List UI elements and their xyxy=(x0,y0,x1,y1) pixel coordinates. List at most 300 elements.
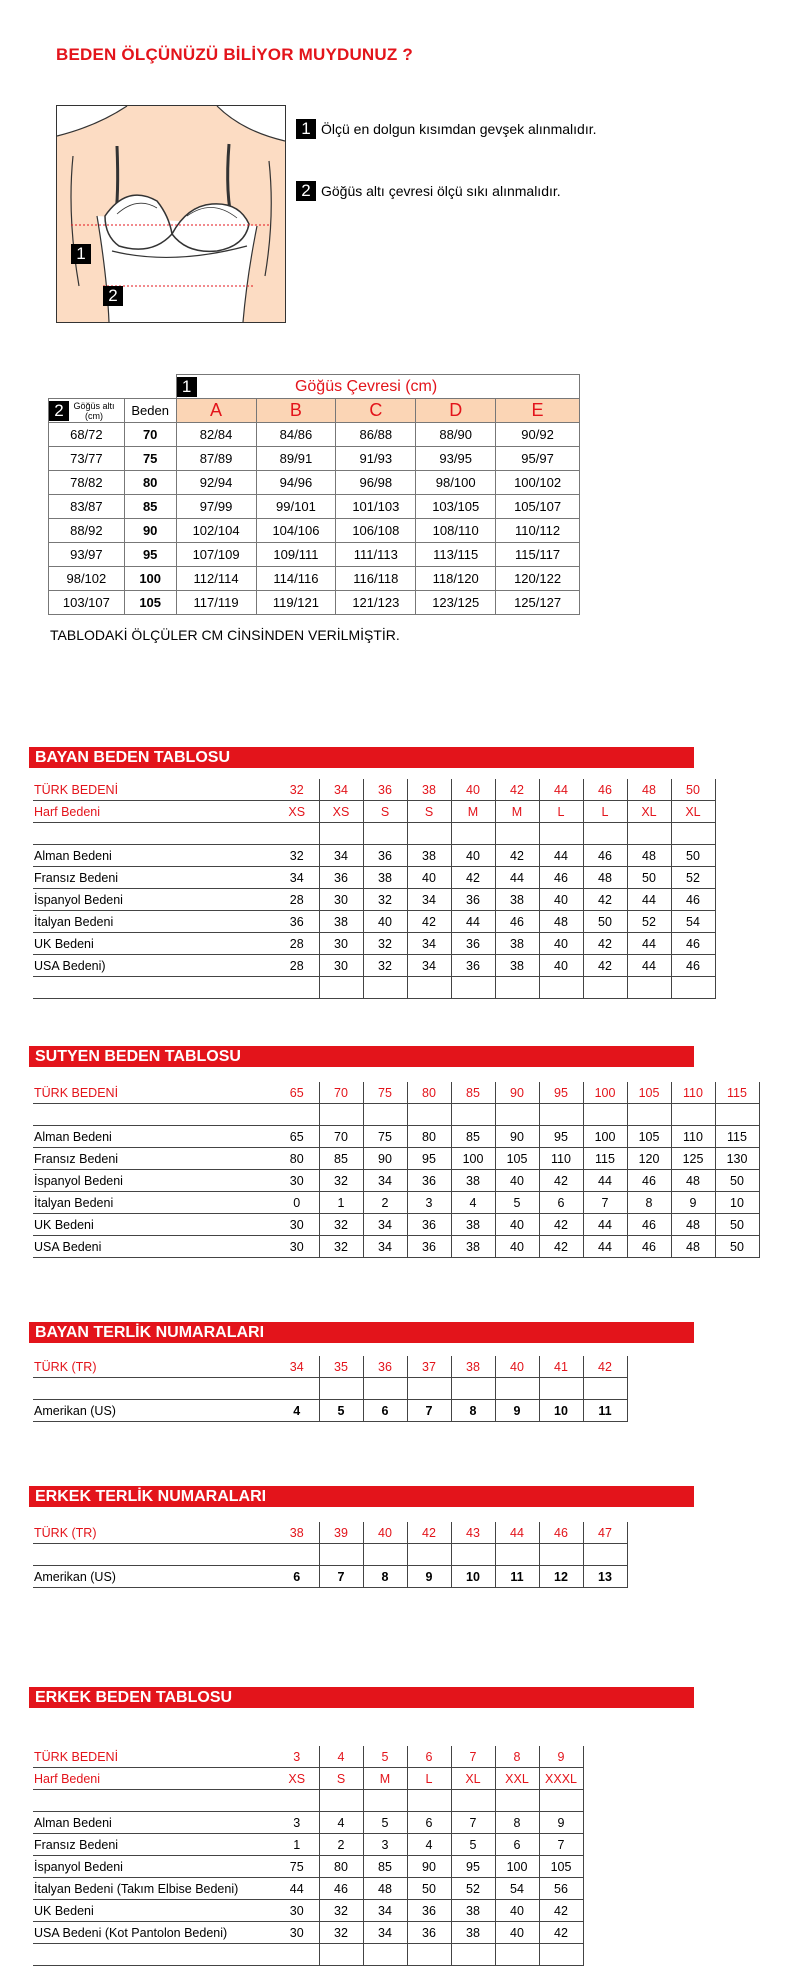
size-cell: 42 xyxy=(583,889,627,911)
blank-cell xyxy=(451,977,495,999)
bust-header xyxy=(176,375,579,399)
size-cell: 38 xyxy=(495,933,539,955)
size-cell: 52 xyxy=(671,867,715,889)
bust-cell: 109/111 xyxy=(256,543,336,567)
size-cell: 2 xyxy=(319,1834,363,1856)
row-label: Harf Bedeni xyxy=(33,801,275,823)
size-cell: S xyxy=(319,1768,363,1790)
letter-d: D xyxy=(416,399,496,423)
size-cell: 125 xyxy=(671,1148,715,1170)
bra-row xyxy=(49,567,580,591)
size-cell: 9 xyxy=(671,1192,715,1214)
erkek_terlik-row xyxy=(33,1544,627,1566)
size-cell: 46 xyxy=(627,1214,671,1236)
note-1-text: Ölçü en dolgun kısımdan gevşek alınmalıdır. xyxy=(321,121,597,137)
size-cell: 56 xyxy=(539,1878,583,1900)
size-cell: 100 xyxy=(583,1082,627,1104)
under-cell: 78/82 xyxy=(49,471,125,495)
size-cell: 40 xyxy=(495,1900,539,1922)
size-cell: 3 xyxy=(275,1746,319,1768)
bust-cell: 113/115 xyxy=(416,543,496,567)
beden-cell: 100 xyxy=(124,567,176,591)
size-cell: 41 xyxy=(539,1356,583,1378)
blank-cell xyxy=(319,1544,363,1566)
row-label: İtalyan Bedeni (Takım Elbise Bedeni) xyxy=(33,1878,275,1900)
size-cell: 75 xyxy=(363,1082,407,1104)
size-cell: 36 xyxy=(451,889,495,911)
size-cell: 42 xyxy=(495,779,539,801)
size-cell: 70 xyxy=(319,1126,363,1148)
blank-cell xyxy=(319,823,363,845)
erkek-row xyxy=(33,1834,583,1856)
size-cell: 6 xyxy=(539,1192,583,1214)
letter-b: B xyxy=(256,399,336,423)
bayan-row xyxy=(33,779,715,801)
size-cell: 30 xyxy=(275,1236,319,1258)
sutyen-table xyxy=(33,1082,760,1258)
size-cell: 50 xyxy=(671,845,715,867)
size-cell: 11 xyxy=(495,1566,539,1588)
size-cell: 36 xyxy=(363,845,407,867)
size-cell: XL xyxy=(451,1768,495,1790)
bra-row xyxy=(49,423,580,447)
size-cell: 34 xyxy=(363,1236,407,1258)
size-cell: 34 xyxy=(407,955,451,977)
blank-cell xyxy=(363,823,407,845)
size-cell: 32 xyxy=(363,955,407,977)
row-label: UK Bedeni xyxy=(33,933,275,955)
size-cell: 40 xyxy=(363,1522,407,1544)
row-label: İspanyol Bedeni xyxy=(33,1170,275,1192)
bust-cell: 116/118 xyxy=(336,567,416,591)
blank-cell xyxy=(275,1544,319,1566)
bust-cell: 118/120 xyxy=(416,567,496,591)
erkek-row xyxy=(33,1812,583,1834)
bra-row xyxy=(49,519,580,543)
blank-cell xyxy=(275,1790,319,1812)
size-cell: 6 xyxy=(495,1834,539,1856)
size-cell: 32 xyxy=(363,889,407,911)
size-cell: 54 xyxy=(671,911,715,933)
marker-2: 2 xyxy=(103,286,123,306)
size-cell: 40 xyxy=(495,1236,539,1258)
bra-measurement-illustration xyxy=(56,105,286,323)
size-cell: 42 xyxy=(451,867,495,889)
size-cell: 12 xyxy=(539,1566,583,1588)
size-cell: 32 xyxy=(363,933,407,955)
beden-cell: 75 xyxy=(124,447,176,471)
size-cell: 30 xyxy=(319,889,363,911)
blank-cell xyxy=(275,1378,319,1400)
bra-row xyxy=(49,543,580,567)
size-cell: 46 xyxy=(583,779,627,801)
size-cell: 48 xyxy=(627,845,671,867)
row-label: Amerikan (US) xyxy=(33,1400,275,1422)
bust-cell: 97/99 xyxy=(176,495,256,519)
size-cell: 36 xyxy=(363,1356,407,1378)
size-cell: 52 xyxy=(451,1878,495,1900)
size-cell: 34 xyxy=(363,1900,407,1922)
size-cell: 44 xyxy=(539,845,583,867)
size-cell: 34 xyxy=(319,779,363,801)
size-cell: 3 xyxy=(407,1192,451,1214)
row-label: UK Bedeni xyxy=(33,1900,275,1922)
size-cell: 44 xyxy=(495,1522,539,1544)
bayan_terlik-row xyxy=(33,1356,627,1378)
bust-cell: 117/119 xyxy=(176,591,256,615)
size-cell: 50 xyxy=(407,1878,451,1900)
size-cell: 43 xyxy=(451,1522,495,1544)
size-cell: 38 xyxy=(407,779,451,801)
bayan-row xyxy=(33,801,715,823)
under-cell: 73/77 xyxy=(49,447,125,471)
size-cell: 8 xyxy=(495,1746,539,1768)
size-cell: 36 xyxy=(407,1214,451,1236)
bayan-row xyxy=(33,845,715,867)
size-cell: 95 xyxy=(451,1856,495,1878)
size-cell: 110 xyxy=(539,1148,583,1170)
size-cell: 30 xyxy=(275,1922,319,1944)
size-cell: 38 xyxy=(451,1236,495,1258)
size-cell: 7 xyxy=(451,1812,495,1834)
bayan-terlik-table xyxy=(33,1356,628,1422)
beden-cell: 95 xyxy=(124,543,176,567)
row-label: TÜRK BEDENİ xyxy=(33,1082,275,1104)
bust-cell: 93/95 xyxy=(416,447,496,471)
erkek-table xyxy=(33,1746,584,1966)
size-cell: 10 xyxy=(715,1192,759,1214)
size-cell: 7 xyxy=(539,1834,583,1856)
sutyen-row xyxy=(33,1214,759,1236)
row-label: Alman Bedeni xyxy=(33,1126,275,1148)
size-cell: XL xyxy=(671,801,715,823)
size-cell: 38 xyxy=(495,955,539,977)
bayan_terlik-row xyxy=(33,1400,627,1422)
erkek-terlik-title: ERKEK TERLİK NUMARALARI xyxy=(29,1486,694,1507)
sutyen-row xyxy=(33,1082,759,1104)
note-2 xyxy=(296,181,561,201)
row-label: Alman Bedeni xyxy=(33,1812,275,1834)
size-cell: 110 xyxy=(671,1082,715,1104)
size-cell: 7 xyxy=(407,1400,451,1422)
size-cell: 105 xyxy=(627,1126,671,1148)
bust-cell: 84/86 xyxy=(256,423,336,447)
beden-cell: 80 xyxy=(124,471,176,495)
size-cell: 90 xyxy=(363,1148,407,1170)
size-cell: 95 xyxy=(539,1082,583,1104)
row-label: TÜRK BEDENİ xyxy=(33,1746,275,1768)
beden-cell: 70 xyxy=(124,423,176,447)
under-cell: 88/92 xyxy=(49,519,125,543)
blank-cell xyxy=(451,1790,495,1812)
size-cell: 5 xyxy=(363,1812,407,1834)
size-cell: 6 xyxy=(363,1400,407,1422)
size-cell: 38 xyxy=(451,1922,495,1944)
size-cell: 32 xyxy=(275,845,319,867)
blank-cell xyxy=(451,1944,495,1966)
size-cell: 34 xyxy=(275,867,319,889)
bust-cell: 121/123 xyxy=(336,591,416,615)
size-cell: 30 xyxy=(275,1214,319,1236)
size-cell: 9 xyxy=(539,1812,583,1834)
size-cell: 46 xyxy=(539,1522,583,1544)
size-cell: 32 xyxy=(319,1236,363,1258)
size-cell: 5 xyxy=(451,1834,495,1856)
size-cell: 38 xyxy=(451,1170,495,1192)
row-label: İspanyol Bedeni xyxy=(33,1856,275,1878)
row-label: USA Bedeni (Kot Pantolon Bedeni) xyxy=(33,1922,275,1944)
blank-cell xyxy=(451,1104,495,1126)
size-cell: XXL xyxy=(495,1768,539,1790)
blank-cell xyxy=(539,1944,583,1966)
bayan-row xyxy=(33,933,715,955)
beden-header: Beden xyxy=(124,399,176,423)
bayan-row xyxy=(33,911,715,933)
bust-cell: 94/96 xyxy=(256,471,336,495)
blank-cell xyxy=(407,823,451,845)
bust-cell: 119/121 xyxy=(256,591,336,615)
size-cell: 9 xyxy=(495,1400,539,1422)
size-cell: 44 xyxy=(451,911,495,933)
bayan-row xyxy=(33,889,715,911)
bust-cell: 98/100 xyxy=(416,471,496,495)
beden-cell: 85 xyxy=(124,495,176,519)
size-cell: 42 xyxy=(407,1522,451,1544)
size-cell: 46 xyxy=(671,889,715,911)
bust-cell: 99/101 xyxy=(256,495,336,519)
size-cell: 38 xyxy=(407,845,451,867)
blank-cell xyxy=(715,1104,759,1126)
erkek-row xyxy=(33,1790,583,1812)
size-cell: 44 xyxy=(627,933,671,955)
erkek-row xyxy=(33,1944,583,1966)
size-cell: 42 xyxy=(495,845,539,867)
blank-cell xyxy=(627,823,671,845)
size-cell: 40 xyxy=(495,1214,539,1236)
size-cell: 42 xyxy=(539,1922,583,1944)
under-cell: 103/107 xyxy=(49,591,125,615)
letter-c: C xyxy=(336,399,416,423)
size-cell: 100 xyxy=(583,1126,627,1148)
size-cell: 90 xyxy=(495,1082,539,1104)
size-cell: 34 xyxy=(275,1356,319,1378)
marker-1: 1 xyxy=(71,244,91,264)
blank-cell xyxy=(451,1544,495,1566)
sutyen-row xyxy=(33,1192,759,1214)
row-label: TÜRK BEDENİ xyxy=(33,779,275,801)
bust-title: Göğüs Çevresi (cm) xyxy=(294,377,438,395)
erkek-title: ERKEK BEDEN TABLOSU xyxy=(29,1687,694,1708)
size-cell: 42 xyxy=(539,1214,583,1236)
blank-cell xyxy=(363,1790,407,1812)
size-cell: 36 xyxy=(407,1236,451,1258)
bust-cell: 100/102 xyxy=(496,471,580,495)
size-cell: 46 xyxy=(583,845,627,867)
blank-cell xyxy=(495,823,539,845)
under-cell: 68/72 xyxy=(49,423,125,447)
size-cell: 5 xyxy=(319,1400,363,1422)
bust-cell: 105/107 xyxy=(496,495,580,519)
blank-cell xyxy=(539,823,583,845)
size-cell: 0 xyxy=(275,1192,319,1214)
bra-size-table xyxy=(48,374,580,615)
size-cell: 50 xyxy=(671,779,715,801)
size-cell: 36 xyxy=(407,1922,451,1944)
page-title: BEDEN ÖLÇÜNÜZÜ BİLİYOR MUYDUNUZ ? xyxy=(56,45,413,64)
erkek-row xyxy=(33,1856,583,1878)
blank-cell xyxy=(451,823,495,845)
blank-cell xyxy=(495,1378,539,1400)
bust-cell: 123/125 xyxy=(416,591,496,615)
note-1 xyxy=(296,119,596,139)
size-cell: 54 xyxy=(495,1878,539,1900)
blank-cell xyxy=(583,823,627,845)
size-cell: 42 xyxy=(583,933,627,955)
under-label: Göğüs altı (cm) xyxy=(73,400,115,421)
blank-cell xyxy=(495,1944,539,1966)
bust-cell: 114/116 xyxy=(256,567,336,591)
bust-cell: 104/106 xyxy=(256,519,336,543)
blank-cell xyxy=(275,977,319,999)
row-label: İtalyan Bedeni xyxy=(33,1192,275,1214)
size-cell: 40 xyxy=(539,933,583,955)
size-cell: 46 xyxy=(539,867,583,889)
row-label: Fransız Bedeni xyxy=(33,867,275,889)
size-cell: 80 xyxy=(319,1856,363,1878)
size-cell: 4 xyxy=(319,1746,363,1768)
size-cell: 8 xyxy=(451,1400,495,1422)
row-label: İspanyol Bedeni xyxy=(33,889,275,911)
under-cell: 83/87 xyxy=(49,495,125,519)
size-cell: 85 xyxy=(319,1148,363,1170)
bust-cell: 82/84 xyxy=(176,423,256,447)
size-cell: 110 xyxy=(671,1126,715,1148)
under-number: 2 xyxy=(49,401,69,421)
size-cell: 65 xyxy=(275,1126,319,1148)
erkek-row xyxy=(33,1768,583,1790)
erkek-terlik-table xyxy=(33,1522,628,1588)
size-cell: 120 xyxy=(627,1148,671,1170)
size-cell: 38 xyxy=(495,889,539,911)
size-cell: 6 xyxy=(407,1812,451,1834)
bust-cell: 110/112 xyxy=(496,519,580,543)
size-cell: 48 xyxy=(583,867,627,889)
erkek-row xyxy=(33,1746,583,1768)
size-cell: 46 xyxy=(671,955,715,977)
size-cell: 4 xyxy=(407,1834,451,1856)
bayan-title: BAYAN BEDEN TABLOSU xyxy=(29,747,694,768)
note-2-text: Göğüs altı çevresi ölçü sıkı alınmalıdır. xyxy=(321,183,561,199)
letter-e: E xyxy=(496,399,580,423)
size-cell: 6 xyxy=(275,1566,319,1588)
blank-cell xyxy=(539,1544,583,1566)
bra-row xyxy=(49,495,580,519)
size-cell: 32 xyxy=(275,779,319,801)
size-cell: 34 xyxy=(363,1922,407,1944)
blank-cell xyxy=(407,1790,451,1812)
size-cell: 38 xyxy=(451,1356,495,1378)
blank-cell xyxy=(407,1944,451,1966)
blank-cell xyxy=(495,977,539,999)
size-cell: 44 xyxy=(495,867,539,889)
size-cell: 3 xyxy=(363,1834,407,1856)
size-cell: L xyxy=(407,1768,451,1790)
size-cell: 80 xyxy=(407,1126,451,1148)
blank-cell xyxy=(33,1104,275,1126)
size-cell: 40 xyxy=(539,955,583,977)
size-cell: 36 xyxy=(407,1900,451,1922)
size-cell: 38 xyxy=(275,1522,319,1544)
blank-cell xyxy=(275,1104,319,1126)
bra-row xyxy=(49,591,580,615)
size-cell: 5 xyxy=(363,1746,407,1768)
size-cell: XXXL xyxy=(539,1768,583,1790)
size-cell: 34 xyxy=(407,933,451,955)
blank-cell xyxy=(539,1104,583,1126)
bust-cell: 111/113 xyxy=(336,543,416,567)
size-cell: 44 xyxy=(583,1170,627,1192)
blank-cell xyxy=(33,823,275,845)
blank-cell xyxy=(539,1378,583,1400)
sutyen-row xyxy=(33,1170,759,1192)
bra-row xyxy=(49,447,580,471)
sutyen-row xyxy=(33,1104,759,1126)
bayan-terlik-title: BAYAN TERLİK NUMARALARI xyxy=(29,1322,694,1343)
size-cell: 30 xyxy=(275,1900,319,1922)
size-cell: 105 xyxy=(539,1856,583,1878)
size-cell: 38 xyxy=(319,911,363,933)
blank-cell xyxy=(363,977,407,999)
size-cell: 50 xyxy=(627,867,671,889)
blank-cell xyxy=(363,1544,407,1566)
size-cell: 47 xyxy=(583,1522,627,1544)
size-cell: 36 xyxy=(451,955,495,977)
blank-cell xyxy=(363,1104,407,1126)
size-cell: 48 xyxy=(363,1878,407,1900)
size-cell: 90 xyxy=(495,1126,539,1148)
size-cell: S xyxy=(407,801,451,823)
bust-number: 1 xyxy=(177,377,197,397)
row-label: Amerikan (US) xyxy=(33,1566,275,1588)
row-label: TÜRK (TR) xyxy=(33,1522,275,1544)
size-cell: 4 xyxy=(275,1400,319,1422)
size-cell: 42 xyxy=(539,1170,583,1192)
size-cell: 30 xyxy=(319,933,363,955)
size-cell: 42 xyxy=(539,1900,583,1922)
size-cell: 80 xyxy=(407,1082,451,1104)
size-cell: 40 xyxy=(495,1356,539,1378)
size-cell: 35 xyxy=(319,1356,363,1378)
sutyen-row xyxy=(33,1148,759,1170)
size-cell: 7 xyxy=(451,1746,495,1768)
size-cell: 44 xyxy=(627,889,671,911)
size-cell: XS xyxy=(275,801,319,823)
bayan-table xyxy=(33,779,716,999)
size-cell: 40 xyxy=(451,779,495,801)
bust-cell: 102/104 xyxy=(176,519,256,543)
size-cell: 10 xyxy=(539,1400,583,1422)
size-cell: 28 xyxy=(275,889,319,911)
under-cell: 98/102 xyxy=(49,567,125,591)
size-cell: M xyxy=(363,1768,407,1790)
beden-cell: 105 xyxy=(124,591,176,615)
blank-cell xyxy=(33,1944,275,1966)
size-cell: 4 xyxy=(319,1812,363,1834)
bust-cell: 115/117 xyxy=(496,543,580,567)
sutyen-title: SUTYEN BEDEN TABLOSU xyxy=(29,1046,694,1067)
bust-cell: 92/94 xyxy=(176,471,256,495)
size-cell: 13 xyxy=(583,1566,627,1588)
